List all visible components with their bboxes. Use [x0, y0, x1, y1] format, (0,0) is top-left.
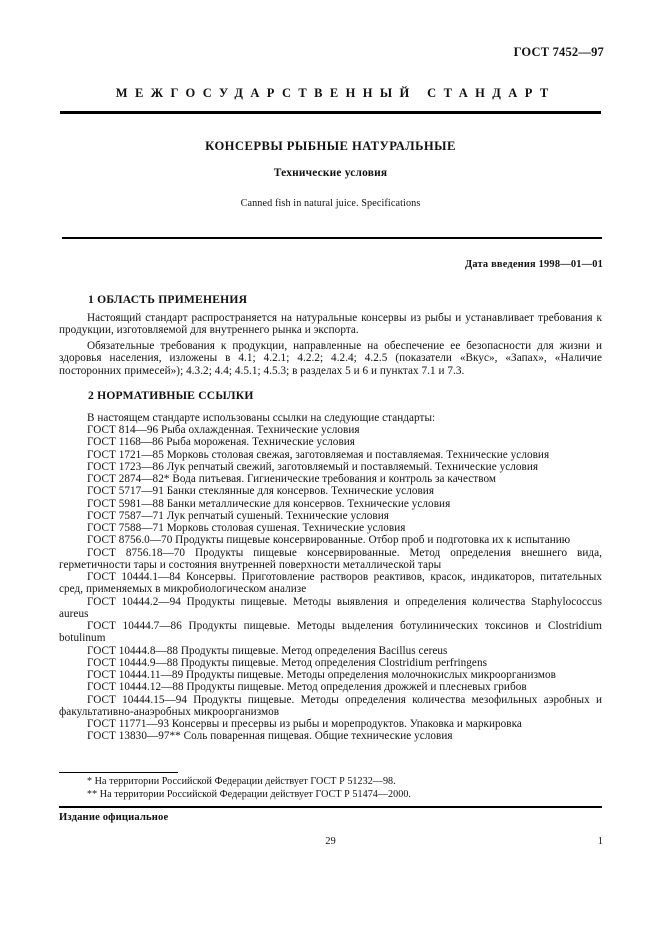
introduction-date: Дата введения 1998—01—01 — [464, 259, 603, 270]
reference-item: ГОСТ 10444.8—88 Продукты пищевые. Метод определения Bacillus cereus — [87, 644, 448, 657]
reference-item: ГОСТ 8756.18—70 Продукты пищевые консервированные. Метод определения внешнего вида, герметичности тары и состояния внутренней поверхности металлической тары — [59, 546, 602, 571]
reference-item: ГОСТ 1723—86 Лук репчатый свежий, заготовляемый и поставляемый. Технические условия — [87, 460, 539, 473]
reference-item: ГОСТ 10444.11—89 Продукты пищевые. Методы определения молочнокислых микроорганизмов — [87, 669, 557, 681]
page-number-center: 29 — [325, 836, 336, 847]
section-2-lead-paragraph — [59, 412, 602, 424]
document-title-english: Canned fish in natural juice. Specifications — [240, 198, 421, 209]
footer-divider-rule — [59, 806, 602, 808]
reference-item: ГОСТ 10444.9—88 Продукты пищевые. Метод определения Clostridium perfringens — [87, 656, 487, 669]
paragraph-text: Обязательные требования к продукции, направленные на обеспечение ее безопасности для жизни и здоровья населения, изложены в 4.1; 4.2.1; 4.2.2; 4.2.4; 4.2.5 (показатели «Вкус», «Запах», «Наличие посторонних примесей»); 4.3.2; 4.4; 4.5.1; 4.5.3; в разделах 5 и 6 и пунктах 7.1 и 7.3. — [59, 340, 602, 377]
paragraph-text: Настоящий стандарт распространяется на натуральные консервы из рыбы и устанавливает требования к продукции, изготовляемой для внутреннего рынка и экспорта. — [59, 312, 602, 337]
reference-item: ГОСТ 11771—93 Консервы и пресервы из рыбы и морепродуктов. Упаковка и маркировка — [87, 718, 522, 730]
interstate-standard-header: МЕЖГОСУДАРСТВЕННЫЙ СТАНДАРТ — [115, 86, 556, 100]
footnote-item: ** На территории Российской Федерации действует ГОСТ Р 51474—2000. — [87, 788, 412, 800]
reference-item: ГОСТ 5717—91 Банки стеклянные для консервов. Технические условия — [87, 485, 435, 498]
reference-item: ГОСТ 7588—71 Морковь столовая сушеная. Технические условия — [87, 522, 406, 534]
document-title: КОНСЕРВЫ РЫБНЫЕ НАТУРАЛЬНЫЕ — [205, 139, 456, 153]
reference-item: ГОСТ 814—96 Рыба охлажденная. Технические условия — [87, 424, 360, 436]
reference-item: ГОСТ 1168—86 Рыба мороженая. Технические условия — [87, 436, 356, 449]
footnotes-block — [59, 776, 602, 801]
reference-item: ГОСТ 7587—71 Лук репчатый сушеный. Технические условия — [87, 509, 389, 522]
reference-item: ГОСТ 8756.0—70 Продукты пищевые консервированные. Отбор проб и подготовка их к испытанию — [87, 534, 571, 547]
title-divider-rule — [62, 237, 602, 239]
footnote-separator-rule — [59, 772, 178, 773]
paragraph-text: В настоящем стандарте использованы ссылки на следующие стандарты: — [87, 412, 436, 424]
header-divider-rule — [60, 111, 601, 114]
gost-number-header: ГОСТ 7452—97 — [513, 45, 604, 59]
reference-item: ГОСТ 10444.12—88 Продукты пищевые. Метод определения дрожжей и плесневых грибов — [87, 681, 527, 694]
reference-item: ГОСТ 10444.1—84 Консервы. Приготовление растворов реактивов, красок, индикаторов, питательных сред, применяемых в микробиологическом анализе — [59, 571, 602, 596]
section-1-paragraph-2 — [59, 340, 602, 377]
reference-item: ГОСТ 10444.7—86 Продукты пищевые. Методы выделения ботулинических токсинов и Clostridium botulinum — [59, 620, 602, 645]
normative-references-list — [59, 424, 602, 743]
reference-item: ГОСТ 10444.2—94 Продукты пищевые. Методы выявления и определения количества Staphylococcus aureus — [59, 595, 602, 620]
page-number-right: 1 — [597, 836, 603, 847]
footnote-item: * На территории Российской Федерации действует ГОСТ Р 51232—98. — [87, 776, 396, 787]
section-2-heading: 2 НОРМАТИВНЫЕ ССЫЛКИ — [88, 389, 254, 402]
section-1-paragraph-1 — [59, 312, 602, 337]
reference-item: ГОСТ 13830—97** Соль поваренная пищевая. Общие технические условия — [87, 730, 453, 743]
reference-item: ГОСТ 5981—88 Банки металлические для консервов. Технические условия — [87, 497, 451, 510]
reference-item: ГОСТ 1721—85 Морковь столовая свежая, заготовляемая и поставляемая. Технические условия — [87, 448, 550, 461]
edition-notice: Издание официальное — [59, 812, 169, 823]
reference-item: ГОСТ 2874—82* Вода питьевая. Гигиенические требования и контроль за качеством — [87, 473, 497, 485]
document-subtitle: Технические условия — [273, 167, 388, 179]
section-1-heading: 1 ОБЛАСТЬ ПРИМЕНЕНИЯ — [88, 293, 248, 306]
reference-item: ГОСТ 10444.15—94 Продукты пищевые. Методы определения количества мезофильных аэробных и факультативно-анаэробных микроорганизмов — [59, 693, 602, 718]
